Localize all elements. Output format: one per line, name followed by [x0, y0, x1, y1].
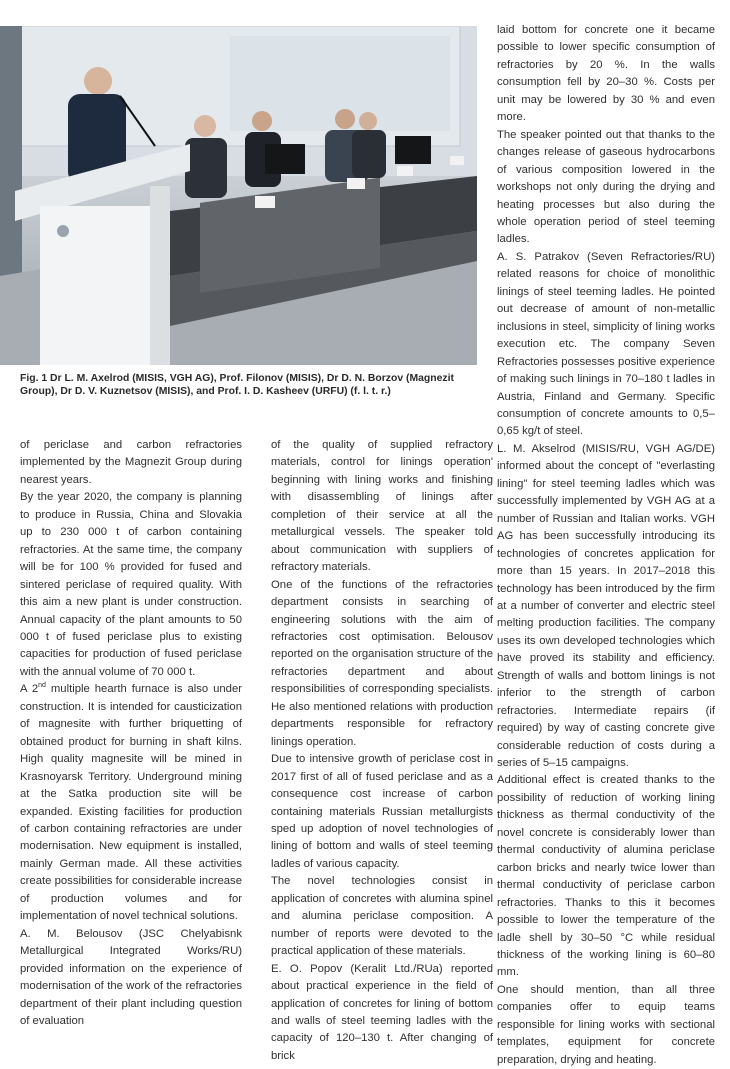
paragraph-body: multiple hearth furnace is also under construction. It is intended for causticization of magnesite with further briquetting of obtained product for burning in shaft kilns. High quality magnesite will be mined in Krasnoyarsk Territory. Underground mining at the Satka production site will be expanded. Existing facilities for production of carbon containing refractories are under modernisation. New equipment is installed, mainly German made. All these activities create possibilities for considerable increase of production volumes and for implementation of novel technical solutions.: [20, 683, 243, 923]
paragraph: One of the functions of the refractories department consists in searching of engineering solutions with the aim of refractories cost optimisation. Belousov reported on the organisation structure of the refractories department and about responsibilities of corresponding specialists. He also mentioned relations with production departments responsible for refractory linings operation.: [271, 578, 493, 748]
paragraph: A. S. Patrakov (Seven Refractories/RU) related reasons for choice of monolithic linings of steel teeming ladles. He pointed out decrease of amount of non-metallic inclusions in steel, simplicity of lining works execution etc. The company Seven Refractories possesses positive experience of making such linings in 70–180 t ladles in Austria, Finland and Germany. Specific consumption of concrete amounts to 0,5–0,65 kg/t of steel.: [497, 250, 715, 438]
figure-caption: Fig. 1 Dr L. M. Axelrod (MISIS, VGH AG), Prof. Filonov (MISIS), Dr D. N. Borzov (Magnezit Group), Dr D. V. Kuznetsov (MISIS), and Prof. I. D. Kasheev (URFU) (f. l. t. r.): [20, 373, 454, 398]
paragraph: Additional effect is created thanks to the possibility of reduction of working lining thickness as thermal conductivity of the novel concrete is considerably lower than thermal conductivity of alumina periclase carbon bricks and nearly twice lower than thermal conductivity of periclase carbon refractories. Thanks to this it becomes possible to lower the temperature of the ladle shell by 30–50 °C while residual thickness of the working lining is 60–80 mm.: [497, 774, 715, 979]
conference-photo: [0, 26, 477, 365]
paragraph: The novel technologies consist in application of concretes with alumina spinel and alumina periclase composition. A number of reports were devoted to the practical application of these materials.: [271, 875, 493, 958]
paragraph: laid bottom for concrete one it became possible to lower specific consumption of refractories by 20 %. In the walls consumption fell by 20–30 %. Costs per unit may be lowered by 30 % and even more.: [497, 24, 715, 124]
paragraph: of periclase and carbon refractories implemented by the Magnezit Group during nearest years.: [20, 439, 242, 486]
paragraph: By the year 2020, the company is planning to produce in Russia, China and Slovakia up to 230 000 t of carbon containing refractories. At the same time, the company will be for 100 % provided for fused and sintered periclase of required quality. With this aim a new plant is under construction. Annual capacity of the plant amounts to 50 000 t of fused periclase plus to existing capacities for production of fused periclase with the annual volume of 70 000 t.: [20, 491, 242, 678]
paragraph-prefix: A 2: [20, 683, 39, 696]
text-column-right: [497, 22, 715, 1069]
ordinal-suffix: nd: [38, 682, 46, 690]
paragraph: Due to intensive growth of periclase cost in 2017 first of all of fused periclase and as a consequence cost increase of carbon containing materials Russian metallurgists sped up adoption of novel technologies of lining of bottom and walls of steel teeming ladles of various capacity.: [271, 753, 493, 870]
text-column-middle: [271, 437, 493, 1065]
paragraph: L. M. Akselrod (MISIS/RU, VGH AG/DE) informed about the concept of "everlasting lining" for steel teeming ladles which was successfully implemented by VGH AG at a number of Russian and Italian works. VGH AG has been successfully introducing its technologies of concretes application for more than 15 years. In 2017–2018 this technology has been introduced by the firm at a number of converter and electric steel melting production facilities. The company uses its own developed technologies which have proved its stability and efficiency. Strength of walls and bottom linings is not inferior to the strength of carbon refractories. Intermediate repairs (if required) by way of casting concrete give considerable reduction of costs during a series of 5–15 campaigns.: [497, 442, 715, 770]
paragraph: One should mention, than all three companies offer to equip teams responsible for lining works with sectional templates, equipment for concrete preparation, drying and heating.: [497, 983, 715, 1066]
paragraph: [20, 681, 242, 925]
paragraph: The speaker pointed out that thanks to the changes release of gaseous hydrocarbons of various composition lowered in the workshops not only during the drying and heating processes but also during the whole operation period of steel teeming ladles.: [497, 128, 715, 246]
paragraph: of the quality of supplied refractory materials, control for linings operation' beginning with lining works and finishing with disassembling of linings after completion of their service at all the metallurgical vessels. The speaker told about communication with suppliers of refractory materials.: [271, 439, 493, 574]
text-column-left: [20, 437, 242, 1030]
paragraph: E. O. Popov (Keralit Ltd./RUa) reported about practical experience in the field of application of concretes for lining of bottom and walls of steel teeming ladles with the capacity of 120–130 t. After changing of brick: [271, 962, 493, 1062]
paragraph: A. M. Belousov (JSC Chelyabisnk Metallurgical Integrated Works/RU) provided information on the experience of modernisation of the work of the refractories department of their plant including question of evaluation: [20, 927, 242, 1027]
conference-photo-drawing: [0, 26, 477, 365]
